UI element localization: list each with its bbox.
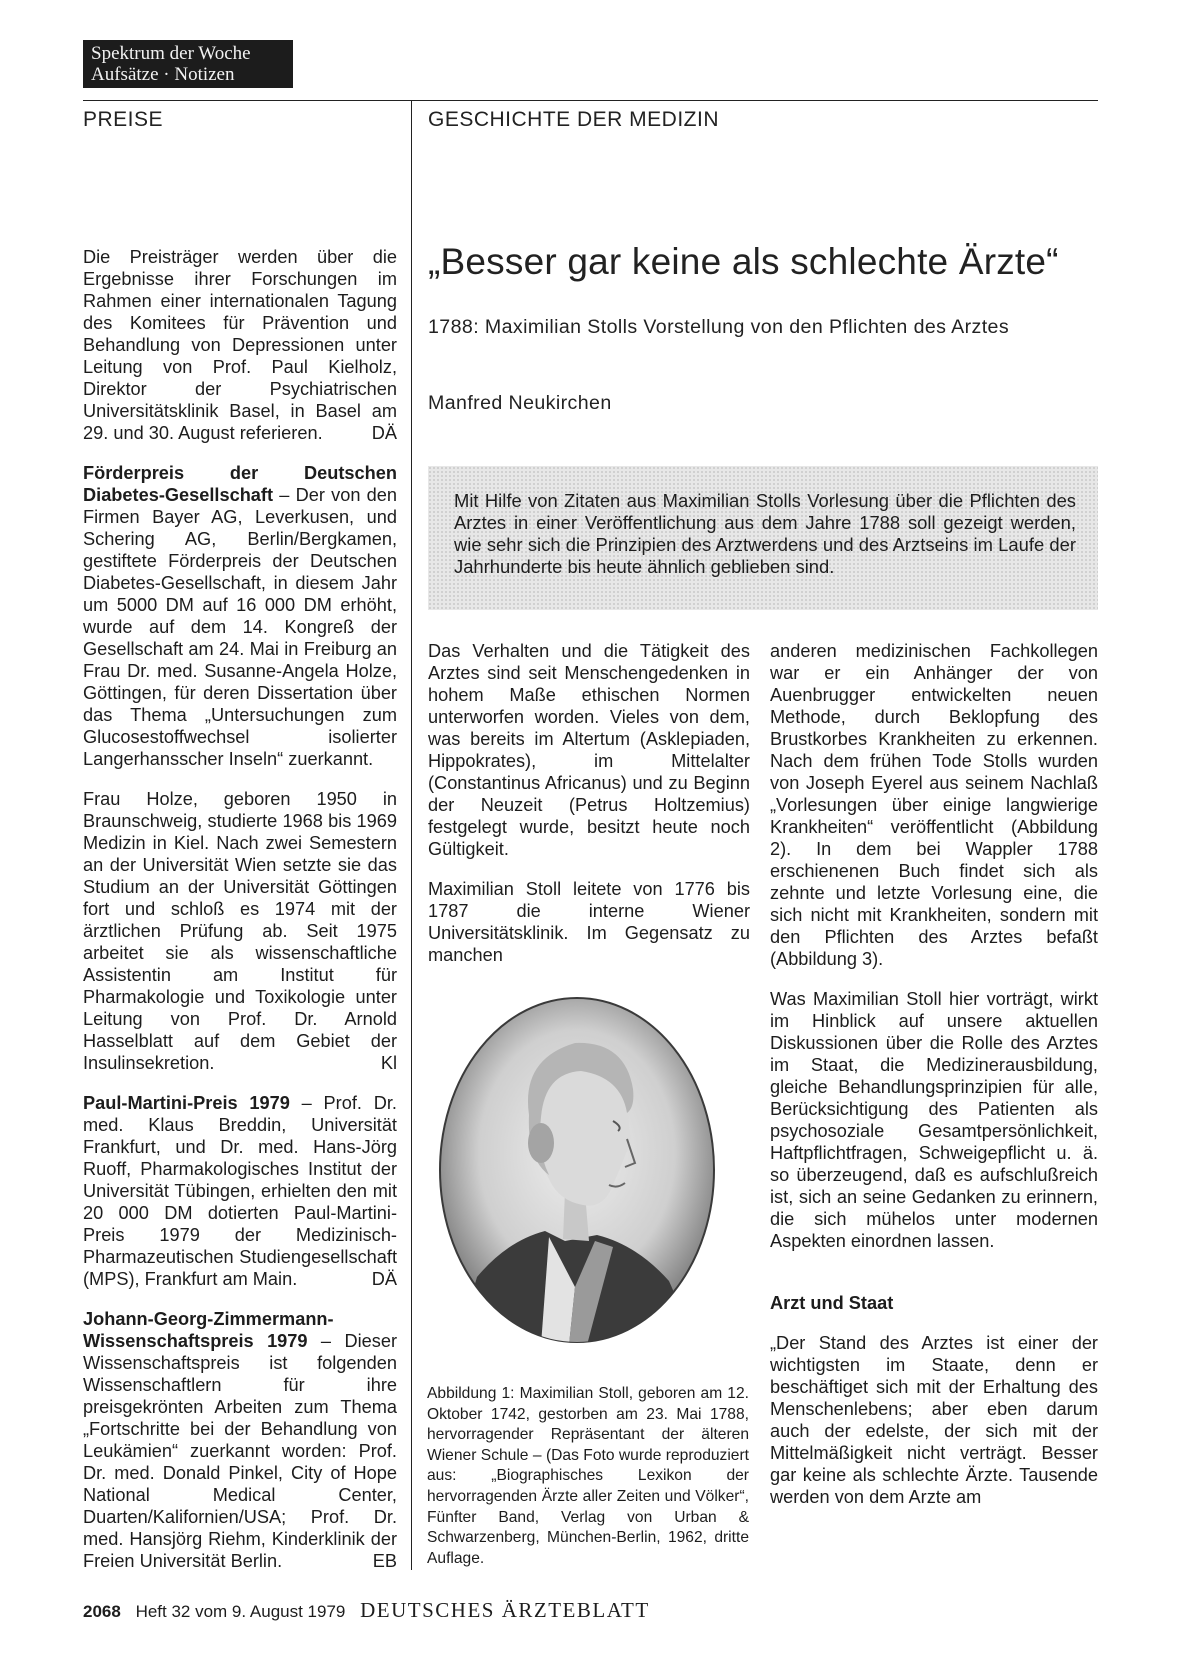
portrait-image — [437, 995, 717, 1345]
column-divider — [411, 100, 412, 1570]
left-paragraph-2: Förderpreis der Deutschen Diabetes-Gesellschaft – Der von den Firmen Bayer AG, Leverkusen, und Schering AG, Berlin/Bergkamen, gestiftete Förderpreis der Deutschen Diabetes-Gesellschaft, in diesem Jahr um 5000 DM auf 16 000 DM erhöht, wurde auf dem 14. Kongreß der Gesellschaft am 24. Mai in Freiburg an Frau Dr. med. Susanne-Angela Holze, Göttingen, für deren Dissertation über das Thema „Untersuchungen zum Glucosestoffwechsel isolierter Langerhansscher Inseln“ zuerkannt. — [83, 463, 397, 769]
middle-paragraph-2: Maximilian Stoll leitete von 1776 bis 1787 die interne Wiener Universitätsklinik. Im Gegensatz zu manchen — [428, 879, 750, 965]
issue-info: Heft 32 vom 9. August 1979 — [135, 1602, 346, 1621]
page-number: 2068 — [83, 1602, 121, 1621]
article-subtitle: 1788: Maximilian Stolls Vorstellung von den Pflichten des Arztes — [428, 316, 1010, 338]
article-headline: „Besser gar keine als schlechte Ärzte“ — [428, 241, 1059, 282]
middle-column — [428, 640, 750, 984]
top-rule-left — [83, 100, 411, 101]
middle-paragraph-1: Das Verhalten und die Tätigkeit des Arztes sind seit Menschengedenken in hohem Maße ethischen Normen unterworfen worden. Vieles von dem, was bereits im Altertum (Asklepiaden, Hippokrates), im Mittelalter (Constantinus Africanus) und zu Beginn der Neuzeit (Petrus Holtzemius) festgelegt wurde, besitzt heute noch Gültigkeit. — [428, 641, 750, 859]
signature: EB — [372, 1551, 397, 1571]
left-paragraph-4: Paul-Martini-Preis 1979 – Prof. Dr. med. Klaus Breddin, Universität Frankfurt, und Dr. med. Hans-Jörg Ruoff, Pharmakologisches Institut der Universität Tübingen, erhielten den mit 20 000 DM dotierten Paul-Martini-Preis 1979 der Medizinisch-Pharmazeutischen Studiengesellschaft (MPS), Frankfurt am Main. DÄ — [83, 1093, 397, 1289]
left-column — [83, 246, 397, 1590]
signature: DÄ — [371, 1269, 397, 1289]
section-label-geschichte: GESCHICHTE DER MEDIZIN — [428, 108, 720, 131]
section-label-preise: PREISE — [83, 108, 164, 131]
left-paragraph-3: Frau Holze, geboren 1950 in Braunschweig, studierte 1968 bis 1969 Medizin in Kiel. Nach zwei Semestern an der Universität Wien setzte sie das Studium an der Universität Göttingen fort und schloß es 1974 mit der ärztlichen Prüfung ab. Seit 1975 arbeitet sie als wissenschaftliche Assistentin am Institut für Pharmakologie und Toxikologie unter Leitung von Prof. Dr. Arnold Hasselblatt auf dem Gebiet der Insulinsekretion. Kl — [83, 789, 397, 1073]
article-abstract: Mit Hilfe von Zitaten aus Maximilian Stolls Vorlesung über die Pflichten des Arztes in einer Veröffentlichung aus dem Jahre 1788 soll gezeigt werden, wie sehr sich die Prinzipien des Arztwerdens und des Arztseins im Laufe der Jahrhunderte bis heute ähnlich geblieben sind. — [454, 490, 1076, 577]
figure-caption: Abbildung 1: Maximilian Stoll, geboren am 12. Oktober 1742, gestorben am 23. Mai 1788, hervorragender Repräsentant der älteren Wiener Schule – (Das Foto wurde reproduziert aus: „Biographisches Lexikon der hervorragenden Ärzte aller Zeiten und Völker“, Fünfter Band, Verlag von Urban & Schwarzenberg, München-Berlin, 1962, dritte Auflage. — [427, 1385, 749, 1567]
article-author: Manfred Neukirchen — [428, 392, 612, 414]
right-paragraph-2: Was Maximilian Stoll hier vorträgt, wirkt im Hinblick auf unsere aktuellen Diskussionen über die Rolle des Arztes im Staat, die Medizinerausbildung, gleiche Behandlungsprinzipien für alle, Berücksichtigung des Patienten als psychosoziale Gesamtpersönlichkeit, Haftpflichtfragen, Schweigepflicht u. ä. so überzeugend, daß es aufschlußreich ist, sich an seine Gedanken zu erinnern, die sich mühelos unter modernen Aspekten einordnen lassen. — [770, 989, 1098, 1251]
journal-name: DEUTSCHES ÄRZTEBLATT — [360, 1598, 650, 1622]
top-rule-right — [411, 100, 1098, 101]
masthead-badge — [83, 40, 293, 88]
right-column — [770, 640, 1098, 1526]
article-subheading: Arzt und Staat — [770, 1293, 894, 1313]
prize-heading: Förderpreis der Deutschen Diabetes-Gesellschaft — [83, 463, 397, 505]
page-footer — [83, 1598, 650, 1623]
signature: DÄ — [371, 423, 397, 443]
prize-heading: Paul-Martini-Preis 1979 — [83, 1093, 290, 1113]
signature: Kl — [380, 1053, 397, 1073]
left-paragraph-1: Die Preisträger werden über die Ergebnisse ihrer Forschungen im Rahmen einer internationalen Tagung des Komitees für Prävention und Behandlung von Depressionen unter Leitung von Prof. Paul Kielholz, Direktor der Psychiatrischen Universitätsklinik Basel, in Basel am 29. und 30. August referieren. DÄ — [83, 247, 397, 443]
masthead-line-1: Spektrum der Woche — [91, 43, 251, 64]
right-paragraph-3: „Der Stand des Arztes ist einer der wichtigsten im Staate, denn er beschäftiget sich mit der Erhaltung des Menschenlebens; aber eben darum auch der edelste, der sich mit der Mittelmäßigkeit nicht verträgt. Besser gar keine als schlechte Ärzte. Tausende werden von dem Arzte am — [770, 1333, 1098, 1507]
portrait-engraving — [437, 995, 717, 1345]
right-paragraph-1: anderen medizinischen Fachkollegen war er ein Anhänger der von Auenbrugger entwickelten neuen Methode, durch Beklopfung des Brustkorbes Krankheiten zu erkennen. Nach dem frühen Tode Stolls wurden von Joseph Eyerel aus seinem Nachlaß „Vorlesungen über einige langwierige Krankheiten“ veröffentlicht (Abbildung 2). In dem bei Wappler 1788 erschienenen Buch findet sich als zehnte und letzte Vorlesung eine, die sich nicht mit Krankheiten, sondern mit den Pflichten des Arztes befaßt (Abbildung 3). — [770, 641, 1098, 969]
left-paragraph-5: Johann-Georg-Zimmermann-Wissenschaftspreis 1979 – Dieser Wissenschaftspreis ist folgenden Wissenschaftlern für ihre preisgekrönten Arbeiten zum Thema „Fortschritte bei der Behandlung von Leukämien“ zuerkannt worden: Prof. Dr. med. Donald Pinkel, City of Hope National Medical Center, Duarten/Kalifornien/USA; Prof. Dr. med. Hansjörg Riehm, Kinderklinik der Freien Universität Berlin. EB — [83, 1309, 397, 1571]
prize-heading: Johann-Georg-Zimmermann-Wissenschaftspreis 1979 — [83, 1309, 334, 1351]
masthead-line-2: Aufsätze · Notizen — [91, 64, 235, 85]
